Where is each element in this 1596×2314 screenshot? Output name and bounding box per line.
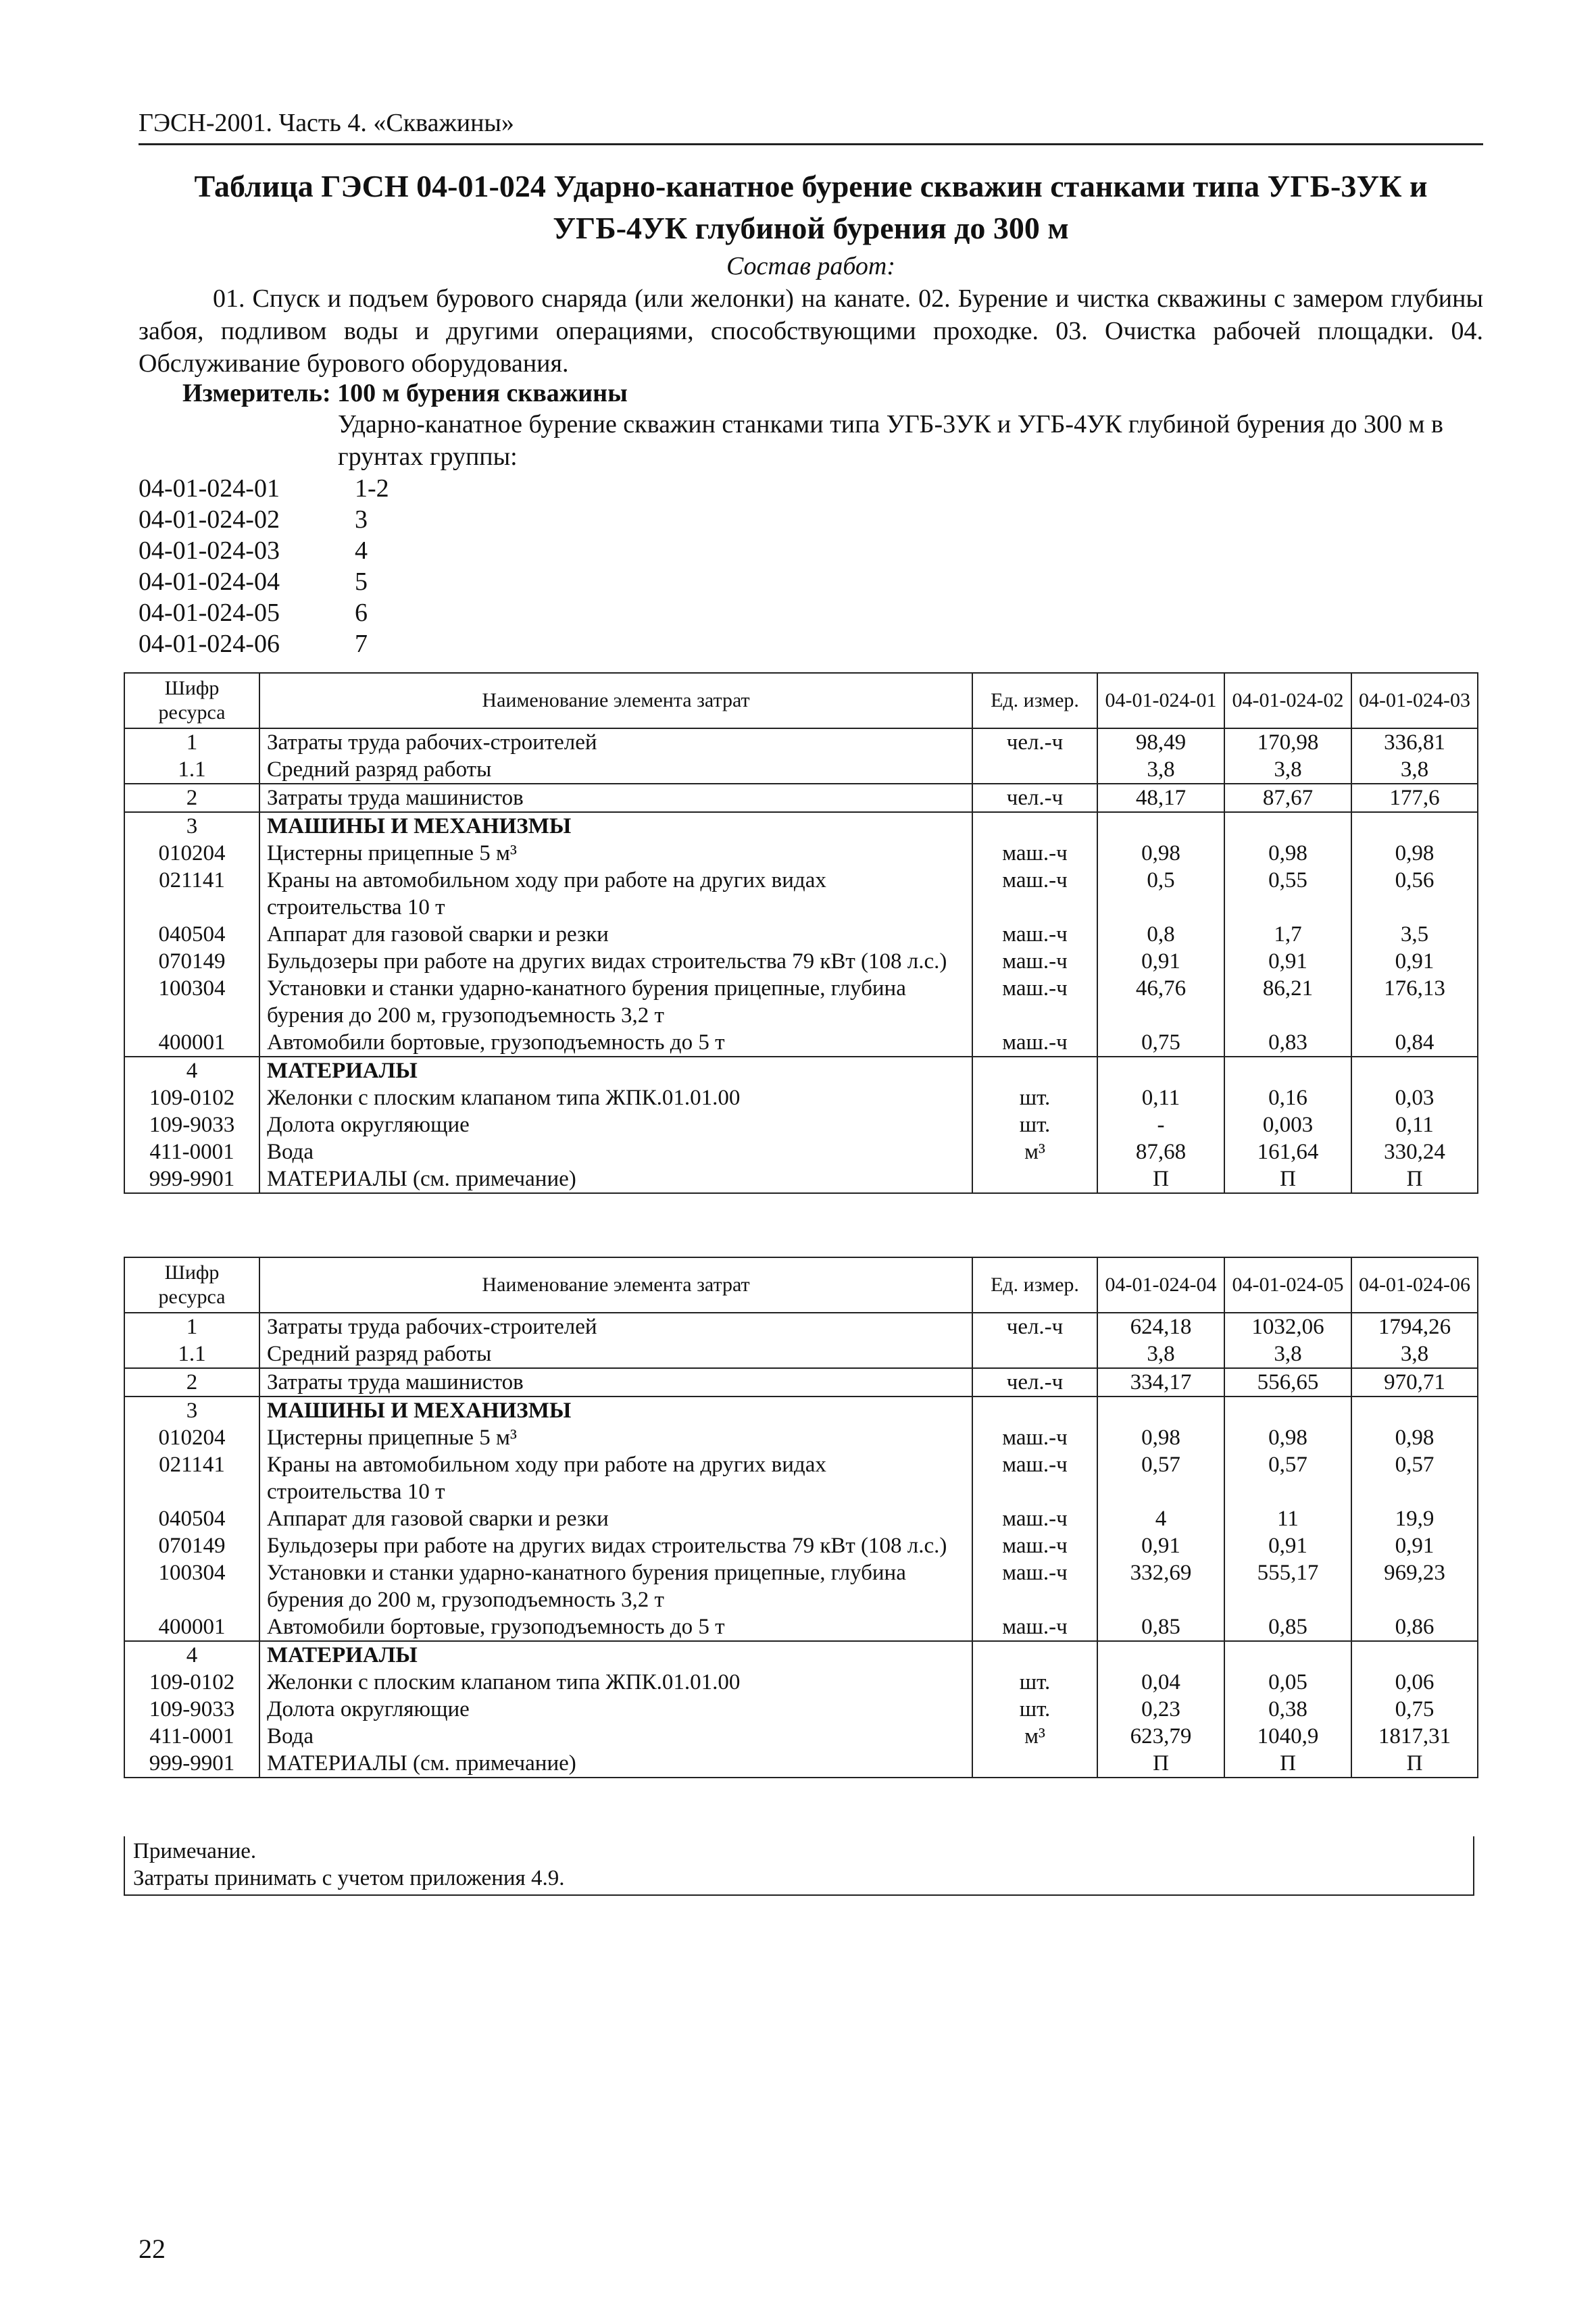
cell-value: 0,91 (1224, 1532, 1351, 1559)
cell-value: 623,79 (1097, 1723, 1224, 1750)
cell-unit: маш.-ч (972, 1559, 1097, 1613)
cell-unit: маш.-ч (972, 948, 1097, 975)
cell-value: П (1224, 1165, 1351, 1193)
code-number: 04-01-024-02 (139, 505, 280, 534)
measurement-unit: Измеритель: 100 м бурения скважины (182, 379, 628, 407)
cell-unit: шт. (972, 1084, 1097, 1111)
cell-value (1097, 1641, 1224, 1669)
cell-name: Автомобили бортовые, грузоподъемность до 5 т (259, 1613, 972, 1641)
cell-value: 969,23 (1351, 1559, 1478, 1613)
cell-value: П (1351, 1165, 1478, 1193)
soil-group: 7 (355, 630, 368, 658)
table-row (124, 948, 1478, 975)
cell-value: 0,04 (1097, 1669, 1224, 1696)
cell-unit: шт. (972, 1111, 1097, 1138)
code-row (139, 628, 389, 659)
cell-value: 0,75 (1097, 1029, 1224, 1057)
cell-value: 3,8 (1351, 756, 1478, 784)
cell-code: 100304 (124, 1559, 259, 1613)
table-row (124, 1029, 1478, 1057)
table-row (124, 1505, 1478, 1532)
codes-intro: Ударно-канатное бурение скважин станками типа УГБ-3УК и УГБ-4УК глубиной бурения до 300 м в грунтах группы: (338, 410, 1444, 471)
cell-value: 177,6 (1351, 784, 1478, 812)
cell-unit (972, 1340, 1097, 1368)
cell-unit: маш.-ч (972, 1424, 1097, 1451)
cell-value (1097, 1057, 1224, 1084)
code-row (139, 535, 389, 566)
table-row (124, 812, 1478, 840)
cell-value: 86,21 (1224, 975, 1351, 1029)
cell-code: 040504 (124, 921, 259, 948)
cell-value: 3,8 (1097, 1340, 1224, 1368)
table-row (124, 784, 1478, 812)
cell-value (1351, 1641, 1478, 1669)
works-heading: Состав работ: (726, 252, 896, 280)
cell-value: 0,55 (1224, 867, 1351, 921)
header-norm-code: 04-01-024-04 (1097, 1257, 1224, 1313)
cell-code: 010204 (124, 840, 259, 867)
header-norm-code: 04-01-024-02 (1224, 673, 1351, 728)
cell-value: 0,56 (1351, 867, 1478, 921)
cell-value: 3,5 (1351, 921, 1478, 948)
cell-name: Желонки с плоским клапаном типа ЖПК.01.01.00 (259, 1669, 972, 1696)
cell-value: 332,69 (1097, 1559, 1224, 1613)
cell-value: 0,83 (1224, 1029, 1351, 1057)
cell-unit: маш.-ч (972, 1505, 1097, 1532)
cell-value: П (1224, 1750, 1351, 1778)
cell-code: 2 (124, 784, 259, 812)
cell-code: 3 (124, 1397, 259, 1424)
cell-unit: чел.-ч (972, 1313, 1097, 1340)
cell-name: Затраты труда рабочих-строителей (259, 728, 972, 756)
cell-name: Затраты труда рабочих-строителей (259, 1313, 972, 1340)
cell-name: Бульдозеры при работе на других видах строительства 79 кВт (108 л.с.) (259, 1532, 972, 1559)
cell-value: 0,16 (1224, 1084, 1351, 1111)
cell-value (1351, 1397, 1478, 1424)
table-row (124, 1723, 1478, 1750)
header-unit: Ед. измер. (972, 673, 1097, 728)
cell-code: 100304 (124, 975, 259, 1029)
cell-value: 0,85 (1224, 1613, 1351, 1641)
cell-value: 176,13 (1351, 975, 1478, 1029)
cell-value: 170,98 (1224, 728, 1351, 756)
cell-code: 4 (124, 1641, 259, 1669)
cell-unit: маш.-ч (972, 1532, 1097, 1559)
cell-name: МАШИНЫ И МЕХАНИЗМЫ (259, 1397, 972, 1424)
cell-value (1224, 812, 1351, 840)
table-row (124, 1084, 1478, 1111)
cell-value: 1,7 (1224, 921, 1351, 948)
soil-group: 5 (355, 568, 368, 596)
note-title: Примечание. (133, 1839, 257, 1863)
cell-value: 19,9 (1351, 1505, 1478, 1532)
cell-value: 87,67 (1224, 784, 1351, 812)
cell-value: 0,05 (1224, 1669, 1351, 1696)
cell-code: 3 (124, 812, 259, 840)
table-row (124, 1340, 1478, 1368)
cell-unit (972, 1057, 1097, 1084)
cell-unit: чел.-ч (972, 1368, 1097, 1397)
table-header-row (124, 673, 1478, 728)
code-number: 04-01-024-05 (139, 599, 280, 627)
header-cipher: Шифр ресурса (124, 1257, 259, 1313)
cell-name: Цистерны прицепные 5 м³ (259, 1424, 972, 1451)
cell-code: 1 (124, 728, 259, 756)
soil-group: 3 (355, 505, 368, 534)
cell-value: 334,17 (1097, 1368, 1224, 1397)
cell-unit (972, 1750, 1097, 1778)
cell-value: 0,75 (1351, 1696, 1478, 1723)
cell-value: 330,24 (1351, 1138, 1478, 1165)
cell-value: 0,85 (1097, 1613, 1224, 1641)
cell-value: 3,8 (1351, 1340, 1478, 1368)
table-row (124, 756, 1478, 784)
table-row (124, 1696, 1478, 1723)
cell-name: Бульдозеры при работе на других видах строительства 79 кВт (108 л.с.) (259, 948, 972, 975)
cell-code: 999-9901 (124, 1165, 259, 1193)
cell-unit: маш.-ч (972, 1451, 1097, 1505)
cell-name: Установки и станки ударно-канатного бурения прицепные, глубина бурения до 200 м, грузоподъемность 3,2 т (259, 975, 972, 1029)
cell-unit: маш.-ч (972, 975, 1097, 1029)
cell-value: 46,76 (1097, 975, 1224, 1029)
code-row (139, 504, 389, 535)
cell-unit: маш.-ч (972, 921, 1097, 948)
cell-name: Вода (259, 1138, 972, 1165)
table-row (124, 1750, 1478, 1778)
cell-value: 0,91 (1351, 948, 1478, 975)
cell-name: Краны на автомобильном ходу при работе на других видах строительства 10 т (259, 1451, 972, 1505)
cell-name: Аппарат для газовой сварки и резки (259, 921, 972, 948)
cell-value: 1794,26 (1351, 1313, 1478, 1340)
cell-unit (972, 812, 1097, 840)
cell-value (1224, 1641, 1351, 1669)
cell-name: Долота округляющие (259, 1696, 972, 1723)
cell-value: 0,98 (1351, 840, 1478, 867)
header-name: Наименование элемента затрат (259, 1257, 972, 1313)
code-list (139, 473, 389, 659)
header-norm-code: 04-01-024-01 (1097, 673, 1224, 728)
code-row (139, 473, 389, 504)
table-row (124, 1138, 1478, 1165)
cell-value: 0,84 (1351, 1029, 1478, 1057)
running-header: ГЭСН-2001. Часть 4. «Скважины» (139, 108, 1483, 145)
cell-unit: м³ (972, 1138, 1097, 1165)
cell-name: МАТЕРИАЛЫ (см. примечание) (259, 1165, 972, 1193)
cell-unit: маш.-ч (972, 1613, 1097, 1641)
code-number: 04-01-024-01 (139, 474, 280, 503)
cell-value: - (1097, 1111, 1224, 1138)
table-header-row (124, 1257, 1478, 1313)
table-row (124, 1397, 1478, 1424)
cell-value: 1817,31 (1351, 1723, 1478, 1750)
cell-name: Вода (259, 1723, 972, 1750)
cell-value: 1040,9 (1224, 1723, 1351, 1750)
cell-name: Автомобили бортовые, грузоподъемность до 5 т (259, 1029, 972, 1057)
cell-name: МАТЕРИАЛЫ (259, 1057, 972, 1084)
cell-code: 010204 (124, 1424, 259, 1451)
table-row (124, 1368, 1478, 1397)
cell-value: 0,91 (1097, 948, 1224, 975)
cell-code: 070149 (124, 948, 259, 975)
table-row (124, 867, 1478, 921)
cell-value (1351, 1057, 1478, 1084)
cell-unit: маш.-ч (972, 1029, 1097, 1057)
table-row (124, 1451, 1478, 1505)
table-row (124, 921, 1478, 948)
cell-value: 3,8 (1224, 1340, 1351, 1368)
cell-name: Краны на автомобильном ходу при работе на других видах строительства 10 т (259, 867, 972, 921)
header-name: Наименование элемента затрат (259, 673, 972, 728)
cell-value: 0,91 (1224, 948, 1351, 975)
code-number: 04-01-024-03 (139, 536, 280, 565)
cell-name: Затраты труда машинистов (259, 1368, 972, 1397)
cell-name: Средний разряд работы (259, 756, 972, 784)
soil-group: 4 (355, 536, 368, 565)
table-row (124, 1165, 1478, 1193)
cell-name: МАШИНЫ И МЕХАНИЗМЫ (259, 812, 972, 840)
cell-code: 411-0001 (124, 1723, 259, 1750)
note-text: Затраты принимать с учетом приложения 4.9. (133, 1866, 565, 1890)
table-row (124, 1313, 1478, 1340)
code-row (139, 566, 389, 597)
cell-value (1224, 1057, 1351, 1084)
cell-unit: чел.-ч (972, 728, 1097, 756)
cell-code: 4 (124, 1057, 259, 1084)
header-norm-code: 04-01-024-03 (1351, 673, 1478, 728)
cell-value (1351, 812, 1478, 840)
cell-unit (972, 1641, 1097, 1669)
cell-name: МАТЕРИАЛЫ (см. примечание) (259, 1750, 972, 1778)
code-number: 04-01-024-06 (139, 630, 280, 658)
cell-value (1097, 812, 1224, 840)
table-row (124, 1641, 1478, 1669)
works-description: 01. Спуск и подъем бурового снаряда (или желонки) на канате. 02. Бурение и чистка скважины с замером глубины забоя, подливом воды и другими операциями, способствующими проходке. 03. Очистка рабочей площадки. 04. Обслуживание бурового оборудования. (139, 284, 1483, 378)
cell-value: 556,65 (1224, 1368, 1351, 1397)
cell-value: 0,86 (1351, 1613, 1478, 1641)
cell-value: 0,003 (1224, 1111, 1351, 1138)
cell-unit: маш.-ч (972, 840, 1097, 867)
cell-value: П (1351, 1750, 1478, 1778)
cell-value: 0,11 (1351, 1111, 1478, 1138)
cell-name: Аппарат для газовой сварки и резки (259, 1505, 972, 1532)
cell-unit: шт. (972, 1669, 1097, 1696)
table-row (124, 975, 1478, 1029)
cell-value: 0,57 (1097, 1451, 1224, 1505)
cell-code: 1.1 (124, 1340, 259, 1368)
table-row (124, 728, 1478, 756)
cell-value: 624,18 (1097, 1313, 1224, 1340)
cell-code: 109-0102 (124, 1669, 259, 1696)
cell-code: 109-0102 (124, 1084, 259, 1111)
cell-value: 161,64 (1224, 1138, 1351, 1165)
cell-value: 87,68 (1097, 1138, 1224, 1165)
cell-name: Установки и станки ударно-канатного бурения прицепные, глубина бурения до 200 м, грузоподъемность 3,2 т (259, 1559, 972, 1613)
cell-value: П (1097, 1750, 1224, 1778)
cell-value: 0,06 (1351, 1669, 1478, 1696)
cell-value (1224, 1397, 1351, 1424)
cell-name: МАТЕРИАЛЫ (259, 1641, 972, 1669)
table-row (124, 1057, 1478, 1084)
table-row (124, 840, 1478, 867)
cell-name: Средний разряд работы (259, 1340, 972, 1368)
cell-code: 2 (124, 1368, 259, 1397)
cell-value: 0,23 (1097, 1696, 1224, 1723)
cell-value: 3,8 (1097, 756, 1224, 784)
soil-group: 1-2 (355, 474, 389, 503)
cell-unit: чел.-ч (972, 784, 1097, 812)
cell-unit: м³ (972, 1723, 1097, 1750)
code-row (139, 597, 389, 628)
cell-value: 0,5 (1097, 867, 1224, 921)
note-box (124, 1836, 1474, 1896)
table-row (124, 1613, 1478, 1641)
cell-code: 999-9901 (124, 1750, 259, 1778)
norms-table-1 (124, 672, 1478, 1194)
cell-value: 3,8 (1224, 756, 1351, 784)
cell-value: 11 (1224, 1505, 1351, 1532)
cell-value: 0,91 (1097, 1532, 1224, 1559)
cell-value: 0,11 (1097, 1084, 1224, 1111)
cell-value: 0,38 (1224, 1696, 1351, 1723)
cell-value: 0,98 (1351, 1424, 1478, 1451)
cell-value: 0,8 (1097, 921, 1224, 948)
cell-name: Долота округляющие (259, 1111, 972, 1138)
cell-unit (972, 1397, 1097, 1424)
table-row (124, 1559, 1478, 1613)
cell-name: Цистерны прицепные 5 м³ (259, 840, 972, 867)
cell-value: 1032,06 (1224, 1313, 1351, 1340)
cell-value: 0,03 (1351, 1084, 1478, 1111)
cell-value: 0,98 (1224, 1424, 1351, 1451)
soil-group: 6 (355, 599, 368, 627)
cell-code: 070149 (124, 1532, 259, 1559)
code-number: 04-01-024-04 (139, 568, 280, 596)
cell-value: 0,98 (1224, 840, 1351, 867)
cell-value: 555,17 (1224, 1559, 1351, 1613)
table-row (124, 1111, 1478, 1138)
header-norm-code: 04-01-024-05 (1224, 1257, 1351, 1313)
header-norm-code: 04-01-024-06 (1351, 1257, 1478, 1313)
header-unit: Ед. измер. (972, 1257, 1097, 1313)
cell-code: 1.1 (124, 756, 259, 784)
cell-unit (972, 756, 1097, 784)
cell-value: 0,91 (1351, 1532, 1478, 1559)
cell-code: 040504 (124, 1505, 259, 1532)
cell-unit: шт. (972, 1696, 1097, 1723)
cell-code: 021141 (124, 867, 259, 921)
header-cipher: Шифр ресурса (124, 673, 259, 728)
cell-code: 021141 (124, 1451, 259, 1505)
table-title: Таблица ГЭСН 04-01-024 Ударно-канатное бурение скважин станками типа УГБ-3УК и УГБ-4УК глубиной бурения до 300 м (194, 169, 1428, 245)
cell-value: 336,81 (1351, 728, 1478, 756)
table-row (124, 1669, 1478, 1696)
cell-code: 400001 (124, 1613, 259, 1641)
norms-table-2 (124, 1257, 1478, 1778)
cell-name: Затраты труда машинистов (259, 784, 972, 812)
cell-value: 4 (1097, 1505, 1224, 1532)
cell-value (1097, 1397, 1224, 1424)
cell-unit: маш.-ч (972, 867, 1097, 921)
cell-value: П (1097, 1165, 1224, 1193)
table-row (124, 1424, 1478, 1451)
cell-value: 98,49 (1097, 728, 1224, 756)
cell-code: 109-9033 (124, 1111, 259, 1138)
cell-value: 48,17 (1097, 784, 1224, 812)
table-row (124, 1532, 1478, 1559)
cell-value: 0,98 (1097, 1424, 1224, 1451)
cell-code: 411-0001 (124, 1138, 259, 1165)
cell-value: 0,57 (1351, 1451, 1478, 1505)
cell-code: 400001 (124, 1029, 259, 1057)
cell-value: 0,98 (1097, 840, 1224, 867)
cell-name: Желонки с плоским клапаном типа ЖПК.01.01.00 (259, 1084, 972, 1111)
cell-value: 0,57 (1224, 1451, 1351, 1505)
cell-value: 970,71 (1351, 1368, 1478, 1397)
cell-code: 109-9033 (124, 1696, 259, 1723)
cell-code: 1 (124, 1313, 259, 1340)
page-number: 22 (139, 2234, 166, 2264)
cell-unit (972, 1165, 1097, 1193)
